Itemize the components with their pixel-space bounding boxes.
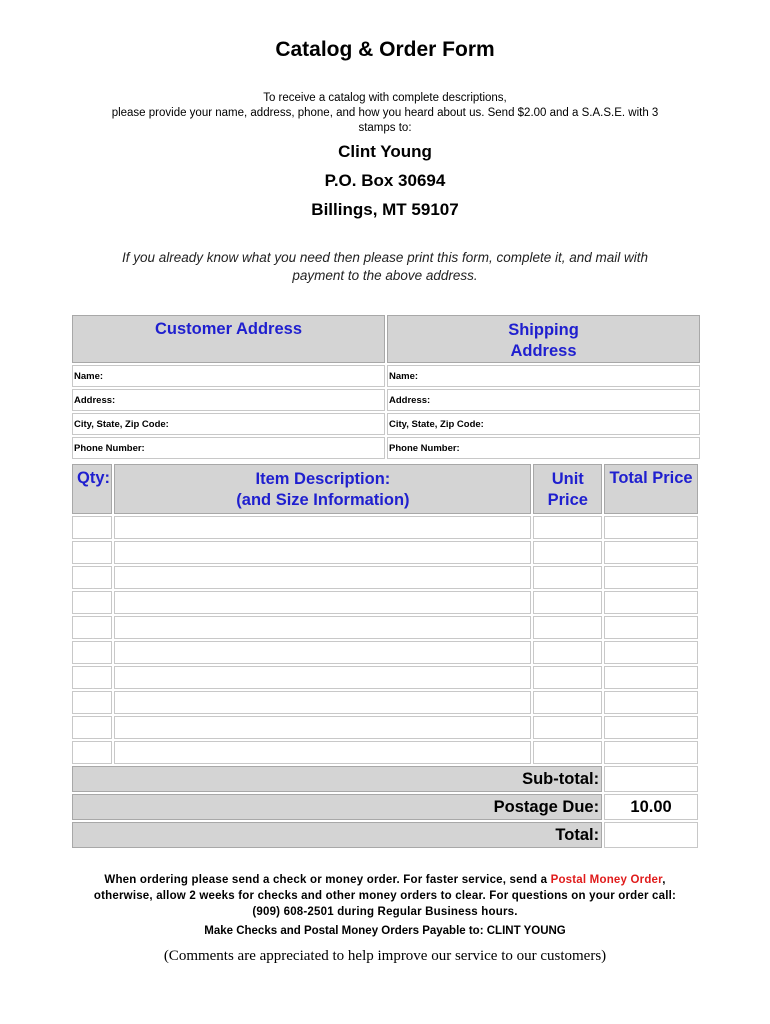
payable-to: Make Checks and Postal Money Orders Payable to: CLINT YOUNG: [204, 925, 566, 937]
postage-label-cell: [72, 794, 602, 820]
instructions-note: [70, 249, 700, 285]
description-cell[interactable]: [114, 541, 531, 564]
description-cell[interactable]: [114, 716, 531, 739]
postage-value: 10.00: [630, 797, 672, 816]
note-line-1: If you already know what you need then please print this form, complete it, and mail with: [121, 250, 649, 265]
postage-value-field[interactable]: [604, 794, 698, 820]
page-title: Catalog & Order Form: [275, 38, 495, 61]
total-label-cell: [72, 822, 602, 848]
unit-price-header-line-1: Unit: [551, 470, 584, 488]
item-row: [72, 691, 698, 714]
qty-header: [72, 464, 112, 514]
postage-label: Postage Due:: [493, 797, 600, 816]
mail-to-name: Clint Young: [338, 142, 432, 161]
total-label: Total:: [555, 825, 600, 844]
description-cell[interactable]: [114, 666, 531, 689]
unit-price-cell[interactable]: [533, 741, 602, 764]
description-header-line-1: Item Description:: [255, 470, 391, 488]
unit-price-cell[interactable]: [533, 616, 602, 639]
shipping-name-label: Name:: [389, 370, 419, 382]
shipping-address-header: [387, 315, 700, 363]
qty-cell[interactable]: [72, 666, 112, 689]
shipping-phone-label: Phone Number:: [389, 442, 460, 454]
subtotal-label-cell: [72, 766, 602, 792]
item-row: [72, 591, 698, 614]
address-table: [70, 313, 702, 461]
description-header: [114, 464, 531, 514]
qty-cell[interactable]: [72, 541, 112, 564]
qty-cell[interactable]: [72, 741, 112, 764]
qty-cell[interactable]: [72, 591, 112, 614]
address-section: [70, 313, 700, 461]
customer-address-field[interactable]: [72, 389, 385, 411]
shipping-phone-field[interactable]: [387, 437, 700, 459]
postal-money-order-highlight: Postal Money Order: [550, 874, 663, 886]
customer-city-label: City, State, Zip Code:: [74, 418, 169, 430]
total-price-header: [604, 464, 698, 514]
description-cell[interactable]: [114, 591, 531, 614]
note-line-2: payment to the above address.: [292, 268, 478, 283]
item-row: [72, 741, 698, 764]
item-rows: [72, 516, 698, 764]
item-row: [72, 666, 698, 689]
ordering-instructions: [70, 872, 700, 920]
intro-line-3: stamps to:: [358, 122, 412, 134]
customer-city-field[interactable]: [72, 413, 385, 435]
description-cell[interactable]: [114, 566, 531, 589]
items-table: [70, 462, 700, 850]
description-cell[interactable]: [114, 641, 531, 664]
total-price-cell[interactable]: [604, 516, 698, 539]
footer-line-2: otherwise, allow 2 weeks for checks and other money orders to clear. For questions on your order call:: [93, 890, 677, 902]
description-cell[interactable]: [114, 516, 531, 539]
unit-price-cell[interactable]: [533, 541, 602, 564]
qty-cell[interactable]: [72, 566, 112, 589]
customer-address-label: Address:: [74, 394, 116, 406]
subtotal-label: Sub-total:: [522, 769, 600, 788]
unit-price-cell[interactable]: [533, 566, 602, 589]
qty-cell[interactable]: [72, 516, 112, 539]
item-row: [72, 566, 698, 589]
item-row: [72, 541, 698, 564]
qty-cell[interactable]: [72, 716, 112, 739]
shipping-city-label: City, State, Zip Code:: [389, 418, 484, 430]
item-row: [72, 641, 698, 664]
qty-header-label: Qty:: [77, 469, 110, 487]
total-price-cell[interactable]: [604, 716, 698, 739]
item-row: [72, 616, 698, 639]
total-price-cell[interactable]: [604, 566, 698, 589]
total-price-cell[interactable]: [604, 691, 698, 714]
unit-price-cell[interactable]: [533, 516, 602, 539]
item-row: [72, 716, 698, 739]
customer-name-field[interactable]: [72, 365, 385, 387]
description-cell[interactable]: [114, 741, 531, 764]
shipping-address-field[interactable]: [387, 389, 700, 411]
total-price-cell[interactable]: [604, 541, 698, 564]
unit-price-cell[interactable]: [533, 666, 602, 689]
description-header-line-2: (and Size Information): [236, 491, 410, 509]
mail-to-city: Billings, MT 59107: [311, 200, 459, 219]
shipping-city-field[interactable]: [387, 413, 700, 435]
subtotal-value-field[interactable]: [604, 766, 698, 792]
mail-to-box: P.O. Box 30694: [324, 171, 446, 190]
qty-cell[interactable]: [72, 691, 112, 714]
footer-line-3: (909) 608-2501 during Regular Business hours.: [252, 906, 518, 918]
unit-price-header-line-2: Price: [547, 491, 588, 509]
comments-note: (Comments are appreciated to help improve our service to our customers): [163, 948, 607, 964]
customer-address-header: [72, 315, 385, 363]
total-price-header-label: Total Price: [609, 469, 693, 487]
customer-name-label: Name:: [74, 370, 104, 382]
total-price-cell[interactable]: [604, 741, 698, 764]
footer-line-1-text: When ordering please send a check or money order. For faster service, send a: [104, 874, 551, 886]
unit-price-header: [533, 464, 602, 514]
total-price-cell[interactable]: [604, 641, 698, 664]
unit-price-cell[interactable]: [533, 641, 602, 664]
total-value-field[interactable]: [604, 822, 698, 848]
intro-line-2: please provide your name, address, phone, and how you heard about us. Send $2.00 and a S.A.S.E. with 3: [111, 107, 659, 119]
customer-phone-field[interactable]: [72, 437, 385, 459]
footer-line-1-end: ,: [662, 874, 666, 886]
intro-text: [70, 91, 700, 136]
qty-cell[interactable]: [72, 641, 112, 664]
shipping-name-field[interactable]: [387, 365, 700, 387]
unit-price-cell[interactable]: [533, 716, 602, 739]
item-row: [72, 516, 698, 539]
total-price-cell[interactable]: [604, 591, 698, 614]
unit-price-cell[interactable]: [533, 691, 602, 714]
shipping-address-label: Address:: [389, 394, 431, 406]
shipping-header-line-1: Shipping: [508, 321, 579, 339]
description-cell[interactable]: [114, 691, 531, 714]
description-cell[interactable]: [114, 616, 531, 639]
qty-cell[interactable]: [72, 616, 112, 639]
items-section: [70, 462, 700, 850]
total-price-cell[interactable]: [604, 616, 698, 639]
unit-price-cell[interactable]: [533, 591, 602, 614]
footer-line-1: [70, 872, 700, 888]
total-price-cell[interactable]: [604, 666, 698, 689]
shipping-header-line-2: Address: [510, 342, 577, 360]
customer-phone-label: Phone Number:: [74, 442, 145, 454]
customer-address-header-label: Customer Address: [154, 320, 302, 338]
intro-line-1: To receive a catalog with complete descriptions,: [263, 92, 507, 104]
